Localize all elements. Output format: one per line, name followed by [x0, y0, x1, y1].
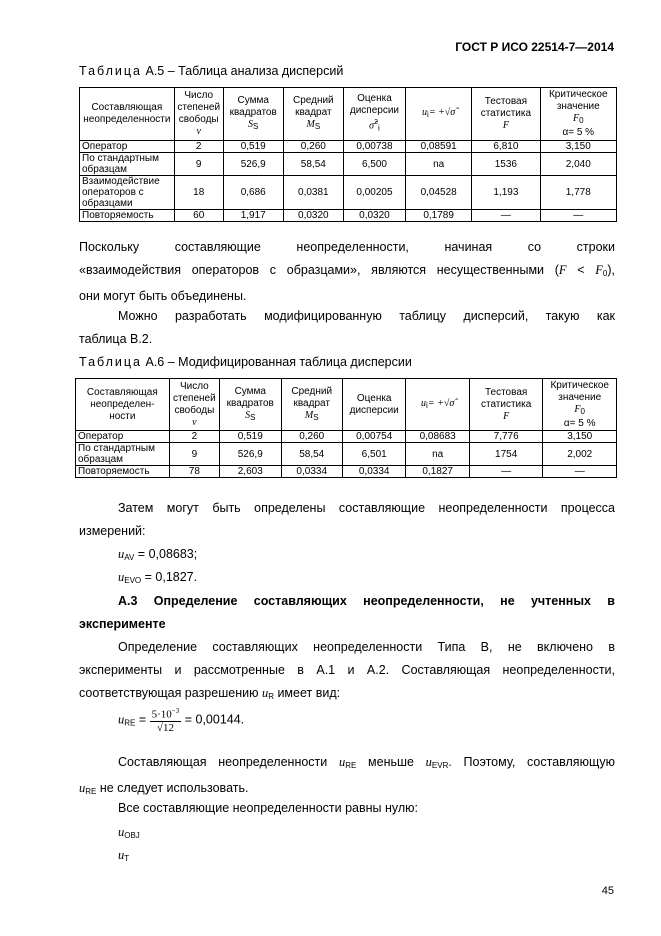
th-critical-value: Критическое значение $F_0$ α= 5 %: [543, 379, 617, 431]
paragraph-combine: Поскольку составляющие неопределенности, начиная со строки «взаимодействия операторов с образцами», являются несущественными $(F < F_0)$, они могут быть объединены.: [79, 240, 616, 303]
table-a5-caption: [79, 64, 343, 78]
th-mean-square: Средний квадрат $M_S$: [281, 379, 342, 431]
caption-word: Таблица: [79, 64, 143, 78]
th-component: Составляющая неопределенности: [80, 88, 175, 141]
formula-u-av: $u_{AV} = 0,08683$;: [118, 547, 198, 562]
formula-u-t: $u_T$: [118, 848, 130, 863]
th-sum-squares: Сумма квадратов $S_S$: [220, 379, 281, 431]
caption-word: Таблица: [79, 355, 143, 369]
page-number: 45: [601, 885, 614, 897]
paragraph-compare: Составляющая неопределенности $u_{RE}$ меньше $u_{EVR}$. Поэтому, составляющую $u_{RE}$ не следует использовать.: [79, 755, 615, 796]
table-row: По стандартным образцам 9 526,9 58,54 6,501 na 1754 2,002: [76, 443, 617, 466]
caption-text: А.6 – Модифицированная таблица дисперсии: [145, 355, 412, 369]
th-variance-estimate: Оценка дисперсии σ̂$^2_i$: [343, 88, 405, 141]
table-row: По стандартным образцам 9 526,9 58,54 6,500 na 1536 2,040: [80, 153, 617, 176]
th-mean-square: Средний квадрат $M_S$: [283, 88, 343, 141]
th-sum-squares: Сумма квадратов $S_S$: [223, 88, 283, 141]
table-row: Взаимодействие операторов с образцами 18 0,686 0,0381 0,00205 0,04528 1,193 1,778: [80, 176, 617, 210]
fraction: $\frac{5\cdot 10^{-3}}{√12}$: [151, 707, 180, 734]
section-heading-a3: А.3 Определение составляющих неопределенности, не учтенных в эксперименте: [79, 594, 615, 631]
th-component: Составляющая неопределен-ности: [76, 379, 170, 431]
table-row: Повторяемость 78 2,603 0,0334 0,0334 0,1827 — —: [76, 466, 617, 478]
table-row: Повторяемость 60 1,917 0,0320 0,0320 0,1789 — —: [80, 210, 617, 222]
formula-u-re: $u_{RE}$ = $\frac{5\cdot 10^{-3}}{√12}$ = 0,00144.: [118, 707, 245, 734]
document-header: ГОСТ Р ИСО 22514-7—2014: [455, 40, 614, 54]
paragraph-components: Затем могут быть определены составляющие неопределенности процесса измерений:: [79, 501, 615, 538]
table-a5: [79, 87, 617, 222]
th-test-statistic: Тестовая статистика F: [469, 379, 543, 431]
th-std-uncertainty: $u_i=$ +√σ̂: [406, 379, 469, 431]
table-a6-caption: [79, 355, 412, 369]
table-header-row: [76, 379, 617, 431]
formula-u-obj: $u_{OBJ}$: [118, 825, 140, 840]
table-a6: [75, 378, 617, 478]
th-dof: Число степеней свободы ν: [169, 379, 219, 431]
paragraph-modified-table: Можно разработать модифицированную таблицу дисперсий, такую как таблица В.2.: [79, 309, 615, 346]
table-row: Оператор 2 0,519 0,260 0,00754 0,08683 7,776 3,150: [76, 431, 617, 443]
th-dof: Число степеней свободы ν: [174, 88, 223, 141]
th-variance-estimate: Оценка дисперсии: [342, 379, 405, 431]
th-test-statistic: Тестовая статистика F: [472, 88, 540, 141]
paragraph-zero: Все составляющие неопределенности равны нулю:: [118, 801, 419, 815]
formula-u-evo: $u_{EVO} = 0,1827$.: [118, 570, 198, 585]
table-row: Оператор 2 0,519 0,260 0,00738 0,08591 6,810 3,150: [80, 141, 617, 153]
table-header-row: [80, 88, 617, 141]
caption-text: А.5 – Таблица анализа дисперсий: [145, 64, 344, 78]
th-std-uncertainty: $u_i=$ +√σ̂: [406, 88, 472, 141]
paragraph-type-b: Определение составляющих неопределенности Типа В, не включено в эксперименты и рассмотренные в А.1 и А.2. Составляющая неопределенности, соответствующая разрешению $u_R$ имеет вид:: [79, 640, 615, 701]
th-critical-value: Критическое значение $F_0$ α= 5 %: [540, 88, 616, 141]
